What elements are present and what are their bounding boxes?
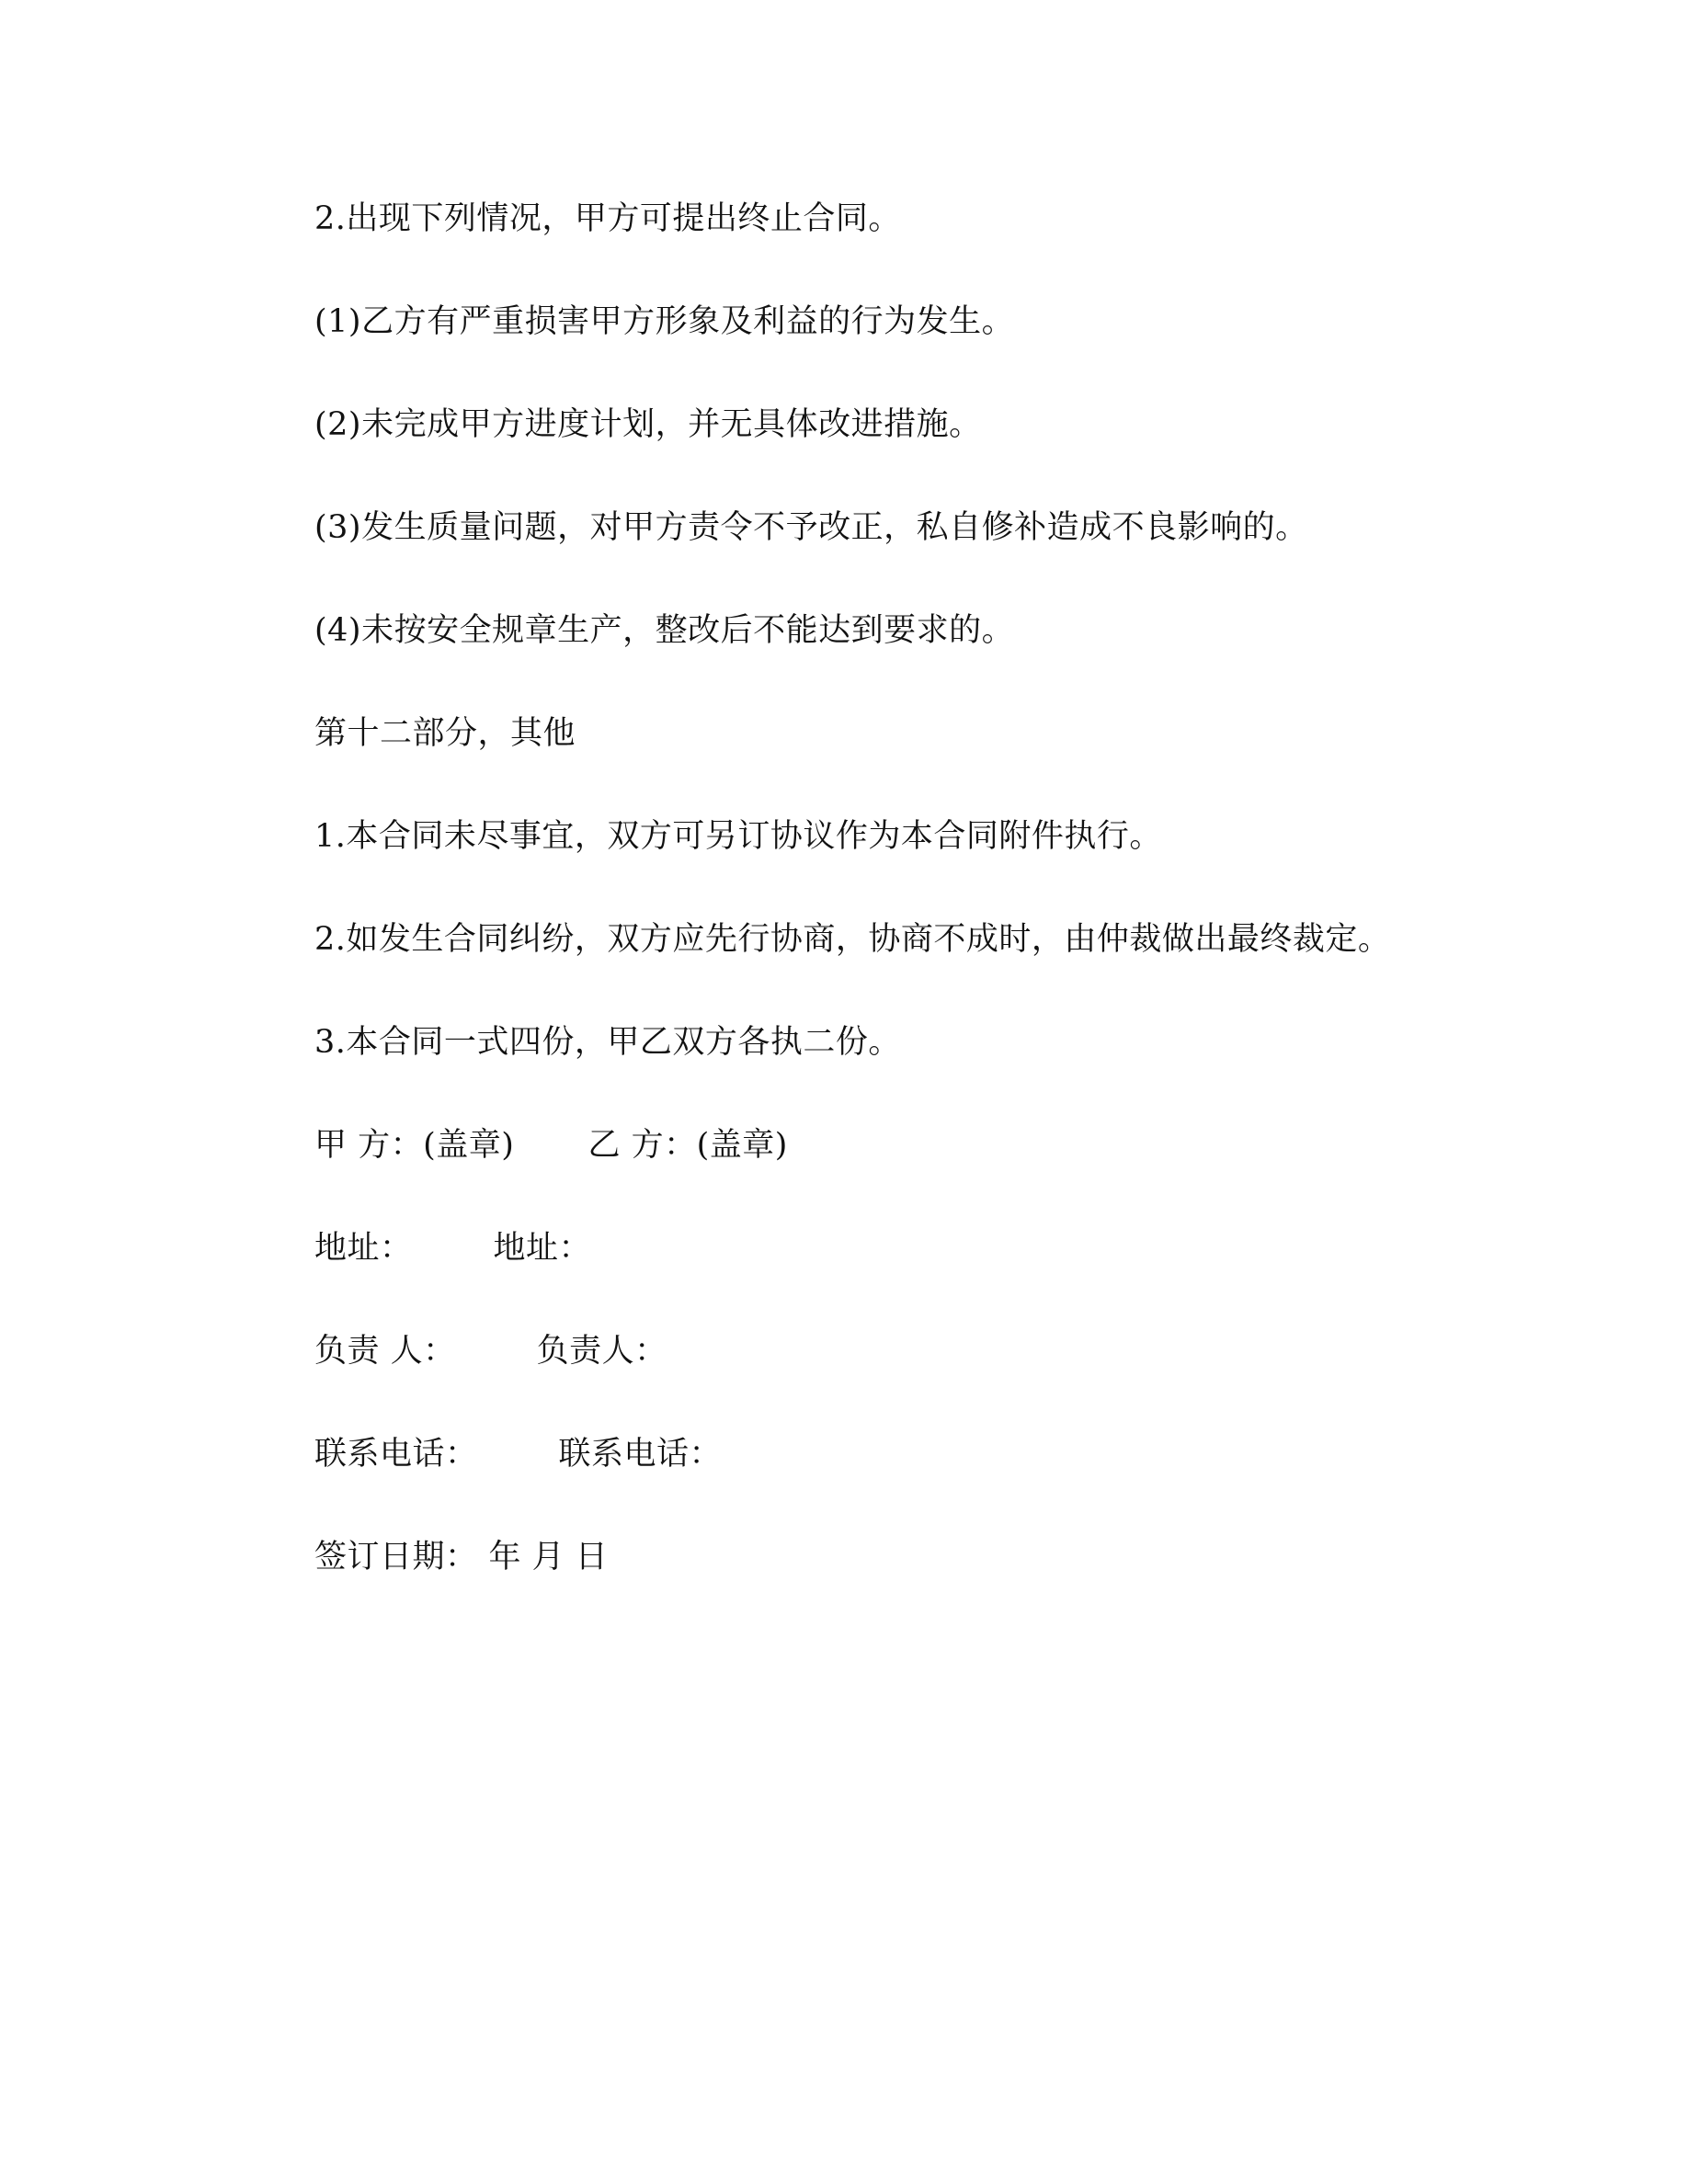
responsible-b-label: 负责人： xyxy=(536,1333,667,1370)
date-label: 签订日期： xyxy=(314,1539,478,1575)
signature-phone-row xyxy=(314,1434,722,1474)
clause-other-1: 1.本合同未尽事宜，双方可另订协议作为本合同附件执行。 xyxy=(314,818,1162,855)
signature-responsible-row xyxy=(314,1331,667,1371)
party-b-label: 乙 方：(盖章) xyxy=(587,1127,788,1164)
phone-b-label: 联系电话： xyxy=(558,1436,723,1473)
signature-address-row xyxy=(314,1228,591,1268)
address-a-label: 地址： xyxy=(314,1230,413,1267)
responsible-a-label: 负责 人： xyxy=(314,1333,456,1370)
clause-termination-intro: 2.出现下列情况，甲方可提出终止合同。 xyxy=(314,200,901,237)
clause-termination-item-2: (2)未完成甲方进度计划，并无具体改进措施。 xyxy=(314,406,982,443)
date-placeholder: 年 月 日 xyxy=(488,1539,609,1575)
phone-a-label: 联系电话： xyxy=(314,1436,478,1473)
clause-termination-item-1: (1)乙方有严重损害甲方形象及利益的行为发生。 xyxy=(314,303,1015,340)
party-a-label: 甲 方：(盖章) xyxy=(314,1127,515,1164)
clause-termination-item-3: (3)发生质量问题，对甲方责令不予改正，私自修补造成不良影响的。 xyxy=(314,509,1308,546)
clause-termination-item-4: (4)未按安全规章生产，整改后不能达到要求的。 xyxy=(314,612,1015,649)
signature-date-row xyxy=(314,1537,608,1577)
clause-other-3: 3.本合同一式四份，甲乙双方各执二份。 xyxy=(314,1024,901,1061)
address-b-label: 地址： xyxy=(493,1230,592,1267)
clause-other-2: 2.如发生合同纠纷，双方应先行协商，协商不成时，由仲裁做出最终裁定。 xyxy=(314,921,1391,958)
section-heading-other: 第十二部分，其他 xyxy=(314,715,576,752)
signature-party-row xyxy=(314,1125,788,1166)
